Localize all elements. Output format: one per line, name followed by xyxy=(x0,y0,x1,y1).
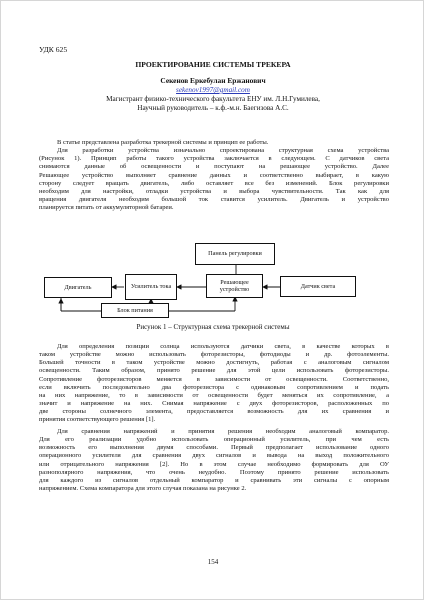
text-line: значит и напряжение на них. Снимая напряжение с двух фоторезисторов, расположенных по xyxy=(39,400,389,408)
amplifier-box xyxy=(125,274,177,300)
amplifier-label: Усилитель тока xyxy=(130,283,172,291)
engine-label: Двигатель xyxy=(64,283,92,291)
power-box xyxy=(101,303,169,318)
text-line: операционного усилителя для сравнения двух сигналов и вывода на выход положительного xyxy=(39,452,389,460)
intro-paragraph xyxy=(39,139,389,212)
decision-box xyxy=(206,274,263,298)
paragraph-sensors xyxy=(39,343,389,425)
affiliation-line: Научный руководитель – к.ф.-м.н. Баегизова А.С. xyxy=(137,104,289,113)
text-line: для каждого из сигналов отдельный компаратор и сравнивать эти сигналы с опорным xyxy=(39,476,389,484)
text-line: вращения двигателя необходим большой ток ставится усилитель. Двигатель и устройство xyxy=(39,196,389,204)
text-line: Для разработки устройства изначально спроектирована структурная схема устройства xyxy=(57,147,389,155)
text-line: на них напряжение, то в зависимости от освещенности будет меняться их сопротивление, а xyxy=(39,391,389,399)
author-email-link[interactable]: sekenov1997@gmail.com xyxy=(176,86,250,94)
engine-box xyxy=(44,277,112,298)
text-line: сторону следует вращать двигатель, либо оставляет все без изменений. Блок регулировки xyxy=(39,179,389,187)
decision-label: Решающее устройство xyxy=(219,278,250,293)
text-line: Для определения позиции солнца используются датчики света, в качестве которых в xyxy=(57,343,389,350)
text-line: напряжением. Схема компаратора для этого случая показана на рисунке 2. xyxy=(39,485,247,493)
text-line: возможность его выполнения двумя способами. Первый предполагает использование одного xyxy=(39,444,389,452)
text-line: две стороны солнечного элемента, предоставляется возможность для их сравнения и xyxy=(39,408,389,416)
text-line: В статье представлена разработка трекерной системы и принцип ее работы. xyxy=(57,139,269,146)
author-name: Секенов Еркебулан Ержанович xyxy=(160,76,266,85)
text-line: или отрицательного напряжения [2]. Но в этом случае необходимо формировать для ОУ xyxy=(39,460,389,468)
panel-box xyxy=(195,243,275,265)
text-line: (Рисунок 1). Принцип работы такого устройства заключается в следующем. С датчиков света xyxy=(39,155,389,163)
text-line: снимаются данные об освещенности и поступают на решающее устройство. Далее xyxy=(39,163,389,171)
text-line: таком устройстве можно использовать фоторезисторы, фотодиоды и др. фотоэлементы. xyxy=(39,351,389,359)
panel-label: Панель регулировки xyxy=(208,250,262,258)
sensor-box xyxy=(280,276,356,297)
text-line: принятия соответствующего решения [1]. xyxy=(39,416,156,424)
text-line: Решающее устройство выполняет сравнение данных и соответственно выбирает, в какую xyxy=(39,171,389,179)
affiliation xyxy=(1,95,424,114)
text-line: планируется питать от аккумуляторной батареи. xyxy=(39,204,174,212)
text-line: разнополярного напряжения, что очень неудобно. Поэтому принято решение использовать xyxy=(39,468,389,476)
text-line: Для его реализации удобно использовать операционный усилитель, при чем есть xyxy=(39,436,389,444)
text-line: Для сравнения напряжений и принятия решения необходим аналоговый компаратор. xyxy=(57,428,389,435)
article-title: ПРОЕКТИРОВАНИЕ СИСТЕМЫ ТРЕКЕРА xyxy=(135,60,291,69)
power-label: Блок питания xyxy=(117,306,153,314)
affiliation-line: Магистрант физико-технического факультета ЕНУ им. Л.Н.Гумилева, xyxy=(106,95,320,103)
figure-caption: Рисунок 1 – Структурная схема трекерной системы xyxy=(136,323,290,331)
text-line: Большей точности в таком устройстве можно достигнуть, работая с аналоговым сигналом xyxy=(39,359,389,367)
paragraph-comparator xyxy=(39,428,389,493)
page-number: 154 xyxy=(207,558,219,566)
text-line: Сопротивление фоторезисторов меняется в зависимости от освещенности. Соответственно, xyxy=(39,375,389,383)
text-line: если включить последовательно два фоторезистора с одинаковым сопротивлением и подать xyxy=(39,383,389,391)
sensor-label: Датчик света xyxy=(300,282,336,290)
text-line: необходим для настройки, отладки устройства и выбора чувствительности. Так как для xyxy=(39,187,389,195)
text-line: освещенности. Таким образом, принято решение для этой цели использовать фоторезисторы. xyxy=(39,367,389,375)
udk-code: УДК 625 xyxy=(39,45,68,54)
